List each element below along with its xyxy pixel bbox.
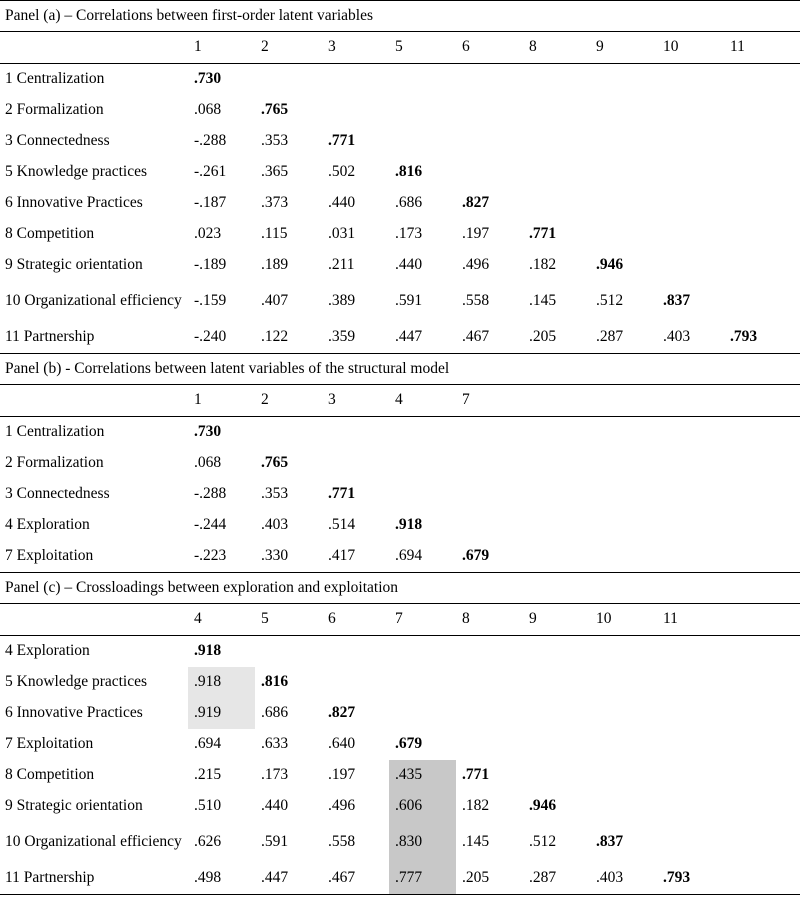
table-cell — [657, 126, 724, 157]
column-header: 10 — [596, 610, 612, 628]
table-cell — [724, 417, 800, 449]
table-cell: .435 — [389, 760, 456, 791]
table-cell: -.240 — [194, 328, 227, 346]
table-row — [0, 822, 800, 863]
table-cell — [724, 541, 800, 573]
table-cell — [590, 729, 657, 760]
table-cell: .730 — [188, 417, 255, 449]
column-header: 9 — [596, 38, 604, 56]
table-cell — [657, 448, 724, 479]
table-cell: -.261 — [194, 163, 227, 181]
table-cell — [590, 417, 657, 449]
table-cell — [724, 64, 800, 96]
table-cell — [724, 729, 800, 760]
table-cell: .407 — [261, 292, 289, 310]
header-blank — [0, 32, 188, 64]
column-header: 4 — [395, 391, 403, 409]
table-cell — [322, 64, 389, 96]
table-cell — [456, 667, 523, 698]
table-cell — [255, 417, 322, 449]
column-header: 7 — [395, 610, 403, 628]
column-header: 6 — [462, 38, 470, 56]
table-cell — [523, 157, 590, 188]
table-cell: .514 — [328, 516, 356, 534]
table-cell: .793 — [730, 328, 758, 346]
table-cell — [456, 636, 523, 668]
table-cell: .771 — [328, 132, 356, 150]
table-row — [0, 479, 800, 510]
row-label: 8 Competition — [5, 766, 95, 784]
table-cell — [590, 64, 657, 96]
row-label: 1 Centralization — [0, 417, 188, 449]
panel-title: Panel (b) - Correlations between latent variables of the structural model — [0, 354, 800, 385]
table-cell: .359 — [328, 328, 356, 346]
table-cell: .205 — [456, 863, 523, 895]
table-cell: .512 — [596, 292, 624, 310]
table-cell — [322, 95, 389, 126]
row-label: 7 Exploitation — [5, 735, 94, 753]
column-header: 11 — [663, 610, 678, 628]
table-cell: .373 — [261, 194, 289, 212]
table-cell — [456, 479, 523, 510]
table-row — [0, 636, 800, 668]
row-label: 2 Formalization — [5, 454, 104, 472]
table-cell: .145 — [462, 833, 490, 851]
table-cell — [724, 126, 800, 157]
table-cell — [389, 667, 456, 698]
row-label: 5 Knowledge practices — [5, 673, 148, 691]
table-cell — [657, 822, 724, 863]
table-cell: .694 — [395, 547, 423, 565]
table-cell: .918 — [395, 516, 423, 534]
table-cell — [657, 219, 724, 250]
table-cell — [523, 448, 590, 479]
table-cell: -.223 — [194, 547, 227, 565]
table-row — [0, 698, 800, 729]
table-cell — [456, 698, 523, 729]
table-row — [0, 541, 800, 573]
table-cell: .115 — [261, 225, 288, 243]
table-row — [0, 863, 800, 895]
row-label: 8 Competition — [5, 225, 95, 243]
table-cell — [724, 95, 800, 126]
table-cell — [657, 64, 724, 96]
row-label: 2 Formalization — [5, 101, 104, 119]
table-cell: .023 — [194, 225, 222, 243]
panel-title: Panel (c) – Crossloadings between exploration and exploitation — [0, 573, 800, 604]
row-label: 1 Centralization — [0, 64, 188, 96]
table-cell: .946 — [596, 256, 624, 274]
column-header — [590, 385, 657, 417]
table-cell — [590, 95, 657, 126]
column-header: 1 — [194, 38, 202, 56]
table-cell: .205 — [529, 328, 557, 346]
column-header-row — [0, 32, 800, 64]
panel-a-title-row — [0, 1, 800, 32]
table-cell — [657, 760, 724, 791]
table-cell — [322, 636, 389, 668]
table-cell — [724, 250, 800, 281]
column-header: 5 — [261, 610, 269, 628]
table-cell: .626 — [194, 833, 222, 851]
table-cell: -.288 — [194, 485, 227, 503]
table-cell — [456, 729, 523, 760]
table-cell: .365 — [261, 163, 289, 181]
table-cell — [590, 157, 657, 188]
table-cell: .694 — [194, 735, 222, 753]
table-cell — [523, 126, 590, 157]
column-header-row — [0, 385, 800, 417]
table-cell: .765 — [261, 454, 289, 472]
table-cell: .496 — [328, 797, 356, 815]
table-cell: .771 — [328, 485, 356, 503]
table-cell: .730 — [188, 64, 255, 96]
column-header: 2 — [261, 391, 269, 409]
table-cell: .182 — [529, 256, 557, 274]
row-label: 3 Connectedness — [5, 485, 110, 503]
table-row — [0, 791, 800, 822]
row-label: 9 Strategic orientation — [5, 797, 143, 815]
table-cell — [523, 729, 590, 760]
table-cell — [657, 729, 724, 760]
table-cell: .467 — [322, 863, 389, 895]
table-cell: .793 — [657, 863, 724, 895]
row-label: 6 Innovative Practices — [5, 704, 143, 722]
table-cell: .591 — [261, 833, 289, 851]
table-cell: .816 — [261, 673, 289, 691]
table-cell — [456, 510, 523, 541]
table-cell: .679 — [462, 547, 490, 565]
table-cell — [724, 219, 800, 250]
table-cell — [724, 157, 800, 188]
table-cell: .287 — [523, 863, 590, 895]
column-header: 8 — [529, 38, 537, 56]
table-cell — [322, 667, 389, 698]
table-cell: .389 — [328, 292, 356, 310]
table-cell: .182 — [462, 797, 490, 815]
panel-c-title-row — [0, 573, 800, 604]
table-cell: .918 — [188, 667, 255, 698]
table-cell — [657, 636, 724, 668]
row-label: 10 Organizational efficiency — [5, 833, 182, 851]
table-cell: .403 — [590, 863, 657, 895]
table-cell — [724, 760, 800, 791]
table-row — [0, 448, 800, 479]
table-cell: .512 — [529, 833, 557, 851]
header-blank — [0, 385, 188, 417]
column-header — [724, 604, 800, 636]
column-header — [724, 385, 800, 417]
table-cell — [657, 791, 724, 822]
column-header: 10 — [663, 38, 679, 56]
table-cell: .287 — [596, 328, 624, 346]
column-header: 8 — [462, 610, 470, 628]
table-cell: .440 — [395, 256, 423, 274]
table-row — [0, 281, 800, 322]
table-cell: .837 — [663, 292, 691, 310]
table-cell — [389, 95, 456, 126]
table-cell: .068 — [194, 454, 222, 472]
table-cell — [389, 126, 456, 157]
table-cell — [523, 188, 590, 219]
table-cell: .946 — [529, 797, 557, 815]
table-cell — [724, 698, 800, 729]
table-cell — [590, 448, 657, 479]
table-cell: .353 — [261, 485, 289, 503]
panel-b-title-row — [0, 354, 800, 385]
table-cell: .686 — [395, 194, 423, 212]
table-cell — [456, 95, 523, 126]
row-label: 11 Partnership — [0, 863, 188, 895]
table-cell — [456, 64, 523, 96]
table-cell — [724, 479, 800, 510]
table-cell: -.189 — [194, 256, 227, 274]
table-cell — [590, 126, 657, 157]
table-cell — [523, 760, 590, 791]
table-cell — [523, 510, 590, 541]
table-cell — [523, 417, 590, 449]
table-cell — [590, 636, 657, 668]
table-cell: .197 — [328, 766, 356, 784]
table-cell — [657, 95, 724, 126]
row-label: 10 Organizational efficiency — [5, 292, 182, 310]
table-cell: .403 — [663, 328, 691, 346]
table-cell — [255, 64, 322, 96]
table-cell: .211 — [328, 256, 355, 274]
column-header: 9 — [529, 610, 537, 628]
table-cell — [590, 219, 657, 250]
table-cell: -.244 — [194, 516, 227, 534]
table-cell — [590, 791, 657, 822]
table-cell: .771 — [462, 766, 490, 784]
column-header-row — [0, 604, 800, 636]
table-cell: .510 — [194, 797, 222, 815]
table-cell — [657, 510, 724, 541]
row-label: 9 Strategic orientation — [5, 256, 143, 274]
panel-title: Panel (a) – Correlations between first-order latent variables — [0, 1, 800, 32]
table-cell — [657, 479, 724, 510]
table-cell: .827 — [328, 704, 356, 722]
row-label: 3 Connectedness — [5, 132, 110, 150]
table-row — [0, 126, 800, 157]
table-cell: .679 — [395, 735, 423, 753]
table-cell — [657, 250, 724, 281]
table-cell: .353 — [261, 132, 289, 150]
table-cell — [657, 417, 724, 449]
table-cell: .816 — [395, 163, 423, 181]
table-cell: .173 — [395, 225, 423, 243]
table-cell: -.187 — [194, 194, 227, 212]
table-cell: .496 — [462, 256, 490, 274]
table-cell: -.288 — [194, 132, 227, 150]
table-cell — [724, 448, 800, 479]
table-cell — [523, 636, 590, 668]
table-cell — [389, 479, 456, 510]
table-cell: .558 — [462, 292, 490, 310]
table-cell: .145 — [529, 292, 557, 310]
table-cell: .330 — [261, 547, 289, 565]
row-label: 6 Innovative Practices — [5, 194, 143, 212]
table-cell — [523, 95, 590, 126]
table-row — [0, 667, 800, 698]
table-cell: .440 — [261, 797, 289, 815]
row-label: 7 Exploitation — [5, 547, 94, 565]
table-cell: .122 — [261, 328, 289, 346]
table-cell: .919 — [188, 698, 255, 729]
table-cell: .417 — [328, 547, 356, 565]
table-row — [0, 510, 800, 541]
table-row — [0, 64, 800, 96]
table-cell — [523, 698, 590, 729]
table-row — [0, 250, 800, 281]
table-cell — [456, 126, 523, 157]
table-cell: .633 — [261, 735, 289, 753]
table-row — [0, 95, 800, 126]
table-cell — [724, 636, 800, 668]
table-row — [0, 760, 800, 791]
column-header: 5 — [395, 38, 403, 56]
table-cell: .440 — [328, 194, 356, 212]
row-label: 4 Exploration — [5, 516, 90, 534]
table-cell — [523, 64, 590, 96]
table-cell — [590, 667, 657, 698]
table-cell: .827 — [462, 194, 490, 212]
table-cell — [456, 157, 523, 188]
table-cell — [590, 541, 657, 573]
table-cell — [523, 667, 590, 698]
column-header: 3 — [328, 391, 336, 409]
table-cell — [590, 510, 657, 541]
column-header: 7 — [462, 391, 470, 409]
table-cell: .031 — [328, 225, 356, 243]
table-cell — [724, 281, 800, 322]
table-cell: -.159 — [194, 292, 227, 310]
column-header: 1 — [194, 391, 202, 409]
header-blank — [0, 604, 188, 636]
table-cell — [389, 417, 456, 449]
table-cell: .837 — [596, 833, 624, 851]
column-header — [523, 385, 590, 417]
table-cell: .189 — [261, 256, 289, 274]
table-cell: .686 — [261, 704, 289, 722]
table-row — [0, 322, 800, 354]
table-cell — [724, 863, 800, 895]
table-cell — [657, 667, 724, 698]
table-cell: .558 — [328, 833, 356, 851]
table-row — [0, 219, 800, 250]
table-cell — [590, 188, 657, 219]
table-cell — [590, 698, 657, 729]
table-cell — [590, 760, 657, 791]
table-cell — [724, 791, 800, 822]
table-cell — [590, 479, 657, 510]
row-label: 5 Knowledge practices — [5, 163, 148, 181]
table-cell — [724, 510, 800, 541]
column-header: 11 — [730, 38, 745, 56]
table-cell — [456, 448, 523, 479]
table-cell — [657, 541, 724, 573]
table-cell — [657, 188, 724, 219]
column-header: 2 — [261, 38, 269, 56]
table-cell: .765 — [261, 101, 289, 119]
table-row — [0, 729, 800, 760]
table-cell — [523, 479, 590, 510]
table-cell: .403 — [261, 516, 289, 534]
column-header: 6 — [328, 610, 336, 628]
table-cell: .197 — [462, 225, 490, 243]
table-row — [0, 417, 800, 449]
table-cell: .777 — [389, 863, 456, 895]
row-label: 11 Partnership — [5, 328, 95, 346]
table-cell: .606 — [389, 791, 456, 822]
table-cell — [456, 417, 523, 449]
column-header: 3 — [328, 38, 336, 56]
table-cell: .215 — [194, 766, 222, 784]
table-cell — [657, 698, 724, 729]
table-cell — [657, 157, 724, 188]
table-row — [0, 157, 800, 188]
table-cell — [255, 636, 322, 668]
table-cell — [322, 417, 389, 449]
table-cell: .591 — [395, 292, 423, 310]
table-cell — [389, 64, 456, 96]
row-label: 4 Exploration — [0, 636, 188, 668]
table-cell: .640 — [328, 735, 356, 753]
column-header: 4 — [194, 610, 202, 628]
table-cell — [724, 667, 800, 698]
table-cell: .918 — [188, 636, 255, 668]
table-cell: .498 — [188, 863, 255, 895]
table-cell: .068 — [194, 101, 222, 119]
table-cell: .771 — [529, 225, 557, 243]
table-cell: .173 — [261, 766, 289, 784]
table-cell — [389, 698, 456, 729]
table-cell: .447 — [255, 863, 322, 895]
table-cell: .502 — [328, 163, 356, 181]
table-cell: .447 — [395, 328, 423, 346]
table-cell: .830 — [389, 822, 456, 863]
column-header — [657, 385, 724, 417]
table-row — [0, 188, 800, 219]
table-cell — [389, 448, 456, 479]
table-cell: .467 — [462, 328, 490, 346]
table-cell — [523, 541, 590, 573]
table-cell — [322, 448, 389, 479]
table-cell — [724, 188, 800, 219]
table-cell — [389, 636, 456, 668]
table-cell — [724, 822, 800, 863]
